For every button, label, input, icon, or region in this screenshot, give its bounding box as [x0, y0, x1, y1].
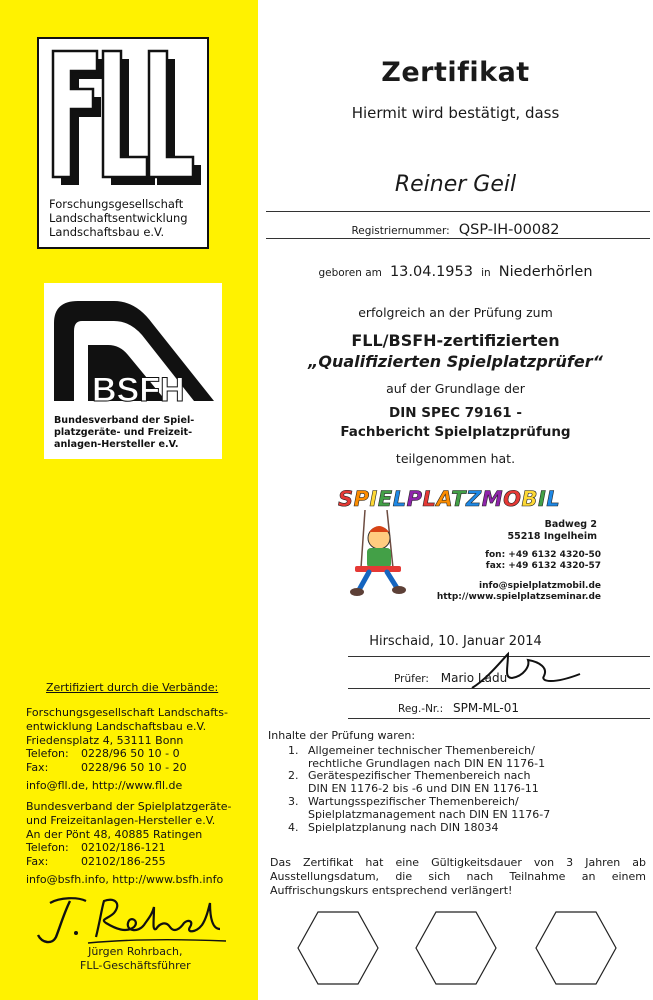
- contents-heading: Inhalte der Prüfung waren:: [268, 729, 416, 742]
- fll-logo-mark: [47, 45, 203, 195]
- address-line: entwicklung Landschaftsbau e.V.: [26, 719, 207, 733]
- spielplatzmobil-logo-text: [338, 487, 560, 511]
- item-detail: Spielplatzmanagement nach DIN EN 1176-7: [308, 807, 551, 821]
- bsfh-name-line: anlagen-Hersteller e.V.: [54, 439, 179, 450]
- fll-name-line: Forschungsgesellschaft: [49, 197, 184, 211]
- swing-child-illustration: [343, 510, 413, 600]
- verbaende-heading: Zertifiziert durch die Verbände:: [46, 681, 219, 694]
- phone-label: Telefon:: [26, 841, 69, 855]
- bsfh-logo-letters: BSFH: [92, 371, 185, 409]
- examiner-underline: [348, 688, 650, 689]
- logo-letter: E: [377, 487, 393, 511]
- registration-number: QSP-IH-00082: [458, 222, 560, 238]
- fax-label: Fax:: [26, 855, 49, 869]
- born-label: geboren am: [318, 267, 382, 279]
- stamp-hexagon: [416, 912, 496, 984]
- qualification-line-1: FLL/BSFH-zertifizierten: [351, 331, 560, 350]
- exam-contents: [268, 730, 648, 834]
- sponsor-street: Badweg 2: [544, 519, 597, 530]
- bsfh-web: info@bsfh.info, http://www.bsfh.info: [26, 872, 224, 886]
- logo-letter: P: [353, 487, 370, 511]
- logo-letter: M: [481, 487, 504, 511]
- logo-letter: A: [436, 487, 452, 511]
- address-line: Friedensplatz 4, 53111 Bonn: [26, 733, 184, 747]
- logo-letter: L: [422, 487, 437, 511]
- spec-line-2: Fachbericht Spielplatzprüfung: [340, 424, 571, 440]
- logo-letter: O: [503, 487, 522, 511]
- registration-label: Registriernummer:: [351, 225, 450, 237]
- sponsor-web: http://www.spielplatzseminar.de: [436, 592, 601, 602]
- sidebar: [0, 0, 258, 1000]
- fll-web: info@fll.de, http://www.fll.de: [26, 778, 183, 792]
- bsfh-name-line: platzgeräte- und Freizeit-: [54, 427, 193, 438]
- place-date: Hirschaid, 10. Januar 2014: [369, 634, 542, 649]
- examiner-signature: [468, 648, 588, 692]
- item-title: Spielplatzplanung nach DIN 18034: [308, 820, 499, 834]
- bsfh-name: [54, 415, 194, 451]
- address-line: An der Pönt 48, 40885 Ratingen: [26, 827, 203, 841]
- sponsor-phone: fon: +49 6132 4320-50: [485, 550, 601, 560]
- fll-name-line: Landschaftsbau e.V.: [49, 225, 165, 239]
- bsfh-logo-mark: [44, 283, 222, 413]
- sponsor-email: info@spielplatzmobil.de: [479, 581, 601, 591]
- fax-value: 0228/96 50 10 - 20: [81, 761, 187, 775]
- fll-name: [49, 197, 188, 239]
- regnr-label: Reg.-Nr.:: [398, 703, 444, 715]
- list-item: [302, 745, 648, 771]
- logo-letter: T: [451, 487, 466, 511]
- rohrbach-signature: [30, 893, 230, 948]
- signer: [80, 945, 191, 973]
- logo-letter: S: [338, 487, 354, 511]
- spec-line-1: DIN SPEC 79161 -: [389, 405, 522, 421]
- sponsor-online: [437, 581, 601, 603]
- basis-intro: auf der Grundlage der: [386, 381, 525, 396]
- qualification-line-2: „Qualifizierten Spielplatzprüfer“: [308, 352, 603, 371]
- logo-letter: B: [521, 487, 538, 511]
- fll-name-line: Landschaftsentwicklung: [49, 211, 188, 225]
- sponsor-phone-fax: [485, 550, 601, 572]
- certificate: [258, 0, 653, 1000]
- contents-list: [268, 745, 648, 835]
- bsfh-address-block: [26, 800, 232, 887]
- examiner-label: Prüfer:: [394, 673, 429, 685]
- phone-value: 0228/96 50 10 - 0: [81, 747, 180, 761]
- registration-underline: [266, 238, 650, 239]
- born-in-label: in: [481, 267, 491, 279]
- address-line: Forschungsgesellschaft Landschafts-: [26, 706, 228, 719]
- born-place: Niederhörlen: [498, 264, 593, 280]
- item-title: Allgemeiner technischer Themenbereich/: [308, 743, 535, 757]
- phone-value: 02102/186-121: [81, 841, 166, 855]
- list-item: [302, 770, 648, 796]
- validity-note: Das Zertifikat hat eine Gültigkeitsdauer von 3 Jahren ab Ausstellungsdatum, die sich nach Teilnahme an einem Auffrischungskurs entsprechend verlängert!: [270, 856, 646, 897]
- regnr-row: [398, 701, 519, 715]
- regnr-value: SPM-ML-01: [453, 701, 519, 715]
- fll-logo: [37, 37, 209, 249]
- certificate-title: Zertifikat: [381, 57, 530, 88]
- logo-letter: I: [369, 487, 378, 511]
- logo-letter: I: [538, 487, 547, 511]
- born-date: 13.04.1953: [389, 264, 473, 280]
- signer-role: FLL-Geschäftsführer: [80, 959, 191, 972]
- registration-row: [258, 219, 653, 238]
- fax-value: 02102/186-255: [81, 855, 166, 869]
- birth-row: [258, 261, 653, 280]
- sponsor-city: 55218 Ingelheim: [507, 531, 597, 542]
- regnr-underline: [348, 718, 650, 719]
- logo-letter: L: [392, 487, 407, 511]
- stamp-hexagon: [536, 912, 616, 984]
- sponsor-fax: fax: +49 6132 4320-57: [485, 561, 601, 571]
- logo-letter: Z: [465, 487, 482, 511]
- fax-label: Fax:: [26, 761, 49, 775]
- signer-name: Jürgen Rohrbach,: [88, 945, 183, 958]
- logo-letter: P: [406, 487, 423, 511]
- address-line: Bundesverband der Spielplatzgeräte-: [26, 800, 232, 813]
- list-item: [302, 822, 648, 835]
- bsfh-name-line: Bundesverband der Spiel-: [54, 415, 195, 426]
- phone-label: Telefon:: [26, 747, 69, 761]
- fll-address-block: [26, 706, 228, 793]
- certificate-subtitle: Hiermit wird bestätigt, dass: [351, 104, 560, 122]
- recipient-name: Reiner Geil: [394, 172, 517, 197]
- stamp-fields: [296, 908, 626, 990]
- bsfh-logo: [44, 283, 222, 459]
- item-detail: DIN EN 1176-2 bis -6 und DIN EN 1176-11: [308, 782, 539, 796]
- item-title: Wartungsspezifischer Themenbereich/: [308, 794, 519, 808]
- participated: teilgenommen hat.: [395, 451, 516, 466]
- item-detail: rechtliche Grundlagen nach DIN EN 1176-1: [308, 756, 546, 770]
- stamp-hexagon: [298, 912, 378, 984]
- address-line: und Freizeitanlagen-Hersteller e.V.: [26, 813, 216, 827]
- item-title: Gerätespezifischer Themenbereich nach: [308, 769, 531, 783]
- name-underline: [266, 211, 650, 212]
- examiner-name: Mario Ladu: [440, 671, 508, 685]
- exam-intro: erfolgreich an der Prüfung zum: [358, 305, 553, 320]
- list-item: [302, 796, 648, 822]
- logo-letter: L: [546, 487, 561, 511]
- sponsor-address: [507, 519, 597, 543]
